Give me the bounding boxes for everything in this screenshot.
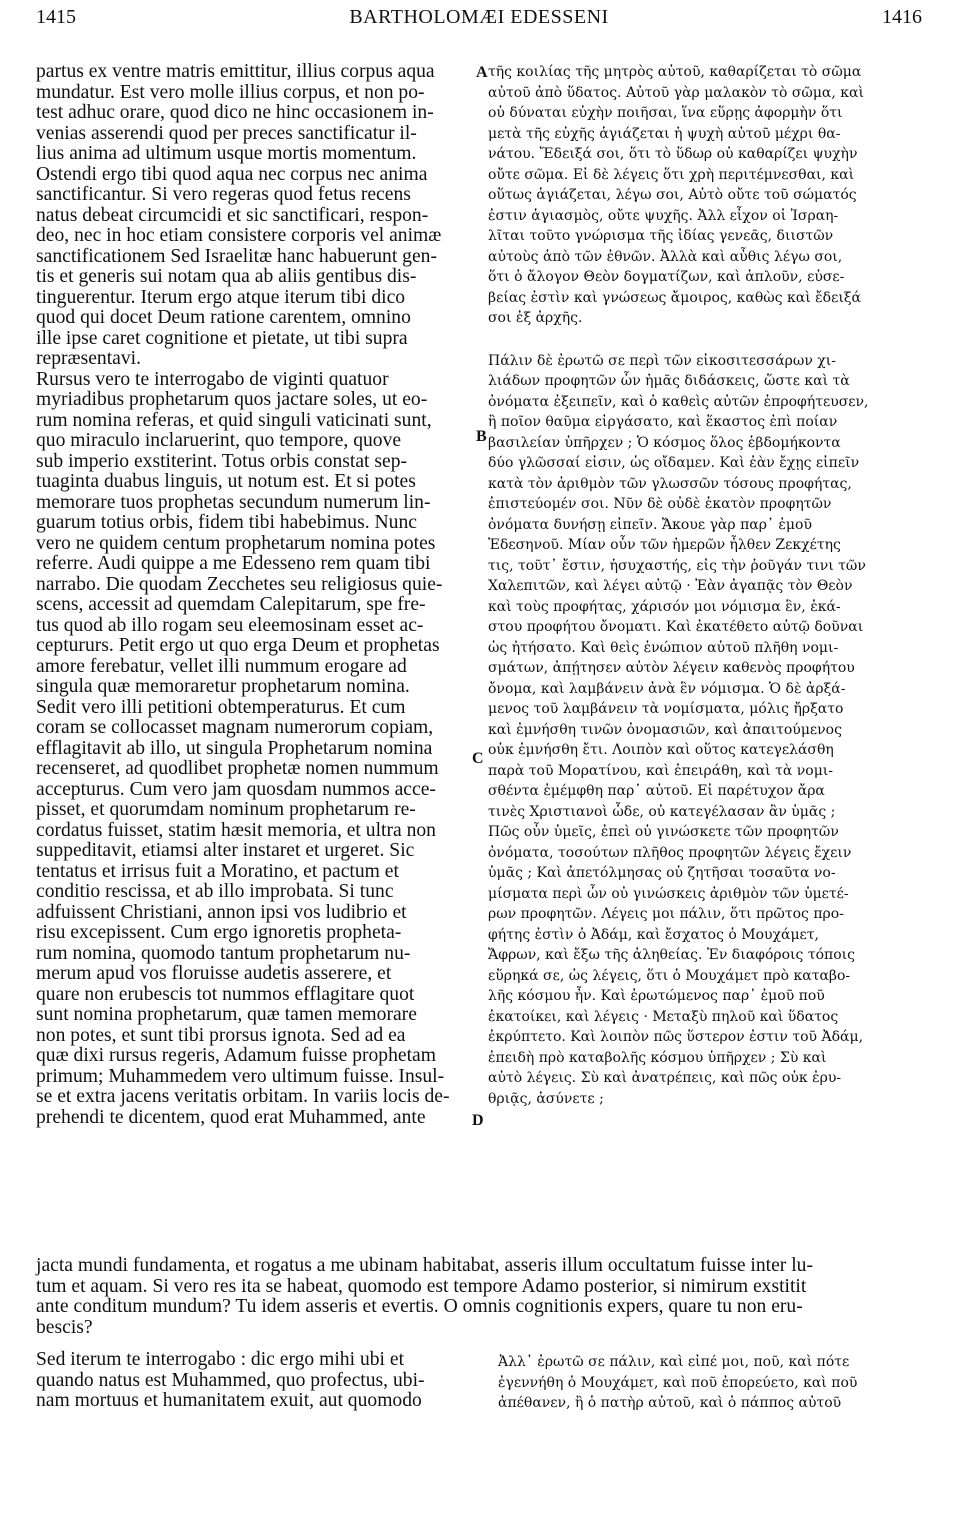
- latin-paragraph-2: Rursus vero te interrogabo de viginti quatuor myriadibus prophetarum quos jactare soles, ut eo- rum nomina referas, et quid singuli vaticinati sunt, quo miraculo inclaruerint, quo tempore, quove sub imperio exstiterint. Totus orbis constat sep- tuaginta duabus linguis, ut notum est. Et si potes memorare tuos prophetas secundum numerum lin- guarum totius orbis, fidem tibi habebimus. Nunc vero ne quidem centum prophetarum nomina potes referre. Audi quippe a me Edesseno rem quam tibi narrabo. Die quodam Zecchetes seu religiosus quie- scens, accessit ad quemdam Calepitarum, spe fre- tus quod ab illo rogam seu eleemosinam esset ac- ceptururs. Petit ergo ut quo erga Deum et prophetas amore ferebatur, vellet illi nummum erogare ad singula quæ memoraretur prophetarum nomina. Sedit vero illi petitioni obtemperaturus. Et cum coram se collocasset magnam numerorum copiam, efflagitavit ab illo, ut singula Prophetarum nomina recenseret, ad quodlibet prophetæ nomen nummum accepturus. Cum vero jam quosdam nummos acce- pisset, et quorumdam nominum prophetarum re- cordatus fuisset, statim hæsit memoria, et ultra non suppeditavit, etiamsi alter instaret et urgeret. Sic tentatus et irrisus fuit a Moratino, et pactum et conditio rescissa, et ab illo improbata. Si tunc adfuissent Christiani, annon ipsi vos ludibrio et risu excepissent. Cum ergo ignoretis propheta- rum nomina, quomodo tantum prophetarum nu- merum apud vos floruisse audetis asserere, et quare non erubescis tot nummos efflagitare quot sunt nomina prophetarum, quæ tamen memorare non potes, et sunt tibi prorsus ignota. Sed ad ea quæ dixi rursus regeris, Adamum fuisse prophetam primum; Muhammedem vero ultimum fuisse. Insul- se et extra jacens veritatis orbitam. In variis locis de- prehendi te dicentem, quod erat Muhammed, ante: [36, 368, 450, 1128]
- latin-paragraph-1: partus ex ventre matris emittitur, illius corpus aqua mundatur. Est vero molle illius corpus, et non po- test adhuc orare, quod dico ne hinc occasionem in- venias asserendi quod per preces sanctificatur il- lius anima ad ultimum usque mortis momentum. Ostendi ergo tibi quod aqua nec corpus nec anima sanctificantur. Si vero regeras quod fetus recens natus debeat circumcidi et sic sanctificari, respon- deo, nec in hoc etiam consistere corporis vel animæ sanctificationem Sed Israelitæ hanc habuerunt gen- tis et generis sui notam qua ab aliis gentibus dis- tinguerentur. Iterum ergo atque iterum tibi dico quod qui docet Deum ratione carentem, omnino ille ipse caret cognitione et pietate, ut tibi supra repræsentavi.: [36, 61, 442, 369]
- greek-paragraph-1: τῆς κοιλίας τῆς μητρὸς αὐτοῦ, καθαρίζεται τὸ σῶμα αὐτοῦ ἀπὸ ὕδατος. Αὐτοῦ γὰρ μαλακὸν τὸ σῶμα, καὶ οὐ δύναται εὐχὴν ποιῆσαι, ἵνα εὕρῃς ἀφορμὴν ὅτι μετὰ τῆς εὐχῆς ἁγιάζεται ἡ ψυχὴ αὐτοῦ μέχρι θα- νάτου. Ἔδειξά σοι, ὅτι τὸ ὕδωρ οὐ καθαρίζει ψυχὴν οὔτε σῶμα. Εἰ δὲ λέγεις ὅτι χρὴ περιτέμνεσθαι, καὶ οὕτως ἁγιάζεται, λέγω σοι, Αὐτὸ οὔτε τοῦ σώματός ἐστιν ἁγιασμὸς, οὔτε ψυχῆς. Ἀλλ εἶχον οἱ Ἰσραη- λῖται τοῦτο γνώρισμα τῆς ἰδίας γενεᾶς, διιστῶν αὐτοὺς ἀπὸ τῶν ἐθνῶν. Ἀλλὰ καὶ αὖθις λέγω σοι, ὅτι ὁ ἄλογον Θεὸν δογματίζων, καὶ ἁπλοῦν, εὐσε- βείας ἐστὶν καὶ γνώσεως ἄμοιρος, καθὼς καὶ ἔδειξά σοι ἐξ ἀρχῆς.: [488, 64, 864, 326]
- latin-column-upper: [36, 62, 472, 1128]
- latin-column-lower: [36, 1350, 472, 1412]
- running-title: BARTHOLOMÆI EDESSENI: [349, 6, 609, 28]
- greek-column-upper: [488, 62, 922, 1109]
- section-marker-a: A: [476, 64, 488, 81]
- page-header: [36, 6, 922, 40]
- full-width-paragraph: [36, 1256, 922, 1338]
- page-number-right: 1416: [882, 6, 922, 28]
- section-marker-c: C: [472, 750, 484, 767]
- greek-paragraph-3: Ἀλλ᾽ ἐρωτῶ σε πάλιν, καὶ εἰπέ μοι, ποῦ, καὶ πότε ἐγεννήθη ὁ Μουχάμετ, καὶ ποῦ ἐπορεύετο, καὶ ποῦ ἀπέθανεν, ἢ ὁ πατὴρ αὐτοῦ, καὶ ὁ πάππος αὐτοῦ: [498, 1354, 858, 1411]
- section-marker-b: B: [476, 428, 487, 445]
- section-marker-d: D: [472, 1112, 484, 1129]
- greek-column-lower: [498, 1352, 922, 1414]
- greek-paragraph-2: Πάλιν δὲ ἐρωτῶ σε περὶ τῶν εἰκοσιτεσσάρων χι- λιάδων προφητῶν ὧν ἡμᾶς διδάσκεις, ὥστε καὶ τὰ ὀνόματα ἐξειπεῖν, καὶ ὁ καθεὶς αὐτῶν ἐπροφήτευσεν, ἢ ποῖον θαῦμα εἰργάσατο, καὶ ἕκαστος ἐπὶ ποίαν βασιλείαν ὑπῆρχεν ; Ὁ κόσμος ὅλος ἑβδομήκοντα δύο γλῶσσαί εἰσιν, ὡς οἴδαμεν. Καὶ ἐὰν ἔχῃς εἰπεῖν κατὰ τὸν ἀριθμὸν τῶν γλωσσῶν τόσους προφήτας, ἐπιστεύομέν σοι. Νῦν δὲ οὐδὲ ἑκατὸν προφητῶν ὀνόματα δυνήσῃ εἰπεῖν. Ἄκουε γὰρ παρ᾽ ἐμοῦ Ἐδεσηνοῦ. Μίαν οὖν τῶν ἡμερῶν ἦλθεν Ζεκχέτης τις, τοῦτ᾽ ἔστιν, ἡσυχαστής, εἰς τὴν ῥοῦγάν τινι τῶν Χαλεπιτῶν, καὶ λέγει αὐτῷ · Ἐὰν ἀγαπᾷς τὸν Θεὸν καὶ τοὺς προφήτας, χάρισόν μοι νόμισμα ἓν, ἑκά- στου προφήτου ὄνοματι. Καὶ ἐκατέθετο αὐτῷ δοῦναι ὡς ἠτήσατο. Καὶ θεὶς ἐνώπιον αὐτοῦ πλῆθη νομι- σμάτων, ἀπῄτησεν αὐτὸν λέγειν καθενὸς προφήτου ὄνομα, καὶ λαμβάνειν ἀνὰ ἓν νόμισμα. Ὁ δὲ ἀρξά- μενος τοῦ λαμβάνειν τὰ νομίσματα, μόλις ἤρξατο καὶ ἐμνήσθη τινῶν ὀνομασιῶν, καὶ ἀπαιτούμενος οὐκ ἐμνήσθη ἔτι. Λοιπὸν καὶ οὕτος κατεγελάσθη παρὰ τοῦ Μορατίνου, καὶ ἐπειράθη, καὶ τὰ νομι- σθέντα ἐμέμφθη παρ᾽ αὐτοῦ. Εἰ παρέτυχον ἄρα τινὲς Χριστιανοὶ ὧδε, οὐ κατεγέλασαν ἂν ὑμᾶς ; Πῶς οὖν ὑμεῖς, ἐπεὶ οὐ γινώσκετε τῶν προφητῶν ὀνόματα, τοσούτων πλῆθος προφητῶν λέγεις ἔχειν ὑμᾶς ; Καὶ ἀπετόλμησας οὐ ζητῆσαι τοσαῦτα νο- μίσματα περὶ ὧν οὐ γινώσκεις ἀριθμὸν τῶν ὑμετέ- ρων προφητῶν. Λέγεις μοι πάλιν, ὅτι πρῶτος προ- φήτης ἐστὶν ὁ Ἀδάμ, καὶ ἔσχατος ὁ Μουχάμετ, Ἄφρων, καὶ ἔξω τῆς ἀληθείας. Ἐν διαφόροις τόποις εὕρηκά σε, ὡς λέγεις, ὅτι ὁ Μουχάμετ πρὸ καταβο- λῆς κόσμου ἦν. Καὶ ἐρωτώμενος παρ᾽ ἐμοῦ ποῦ ἐκατοίκει, καὶ λέγεις · Μεταξὺ πηλοῦ καὶ ὕδατος ἐκρύπτετο. Καὶ λοιπὸν πῶς ὕστερον ἐστιν τοῦ Ἀδάμ, ἐπειδὴ πρὸ καταβολῆς κόσμου ὑπῆρχεν ; Σὺ καὶ αὐτὸ λέγεις. Σὺ καὶ ἀνατρέπεις, καὶ πῶς οὐκ ἐρυ- θριᾷς, ἀσύνετε ;: [488, 352, 869, 1107]
- latin-full-span: jacta mundi fundamenta, et rogatus a me ubinam habitabat, asseris illum occultatum fuisse inter lu- tum et aquam. Si vero res ita se habeat, quomodo est tempore Adamo posterior, si nimirum exstitit ante conditum mundum? Tu idem asseris et evertis. O omnis cognitionis expers, quare tu non eru- bescis?: [36, 1255, 813, 1338]
- page-number-left: 1415: [36, 6, 76, 28]
- latin-paragraph-3: Sed iterum te interrogabo : dic ergo mihi ubi et quando natus est Muhammed, quo profectus, ubi- nam mortuus et humanitatem exuit, aut quomodo: [36, 1349, 425, 1411]
